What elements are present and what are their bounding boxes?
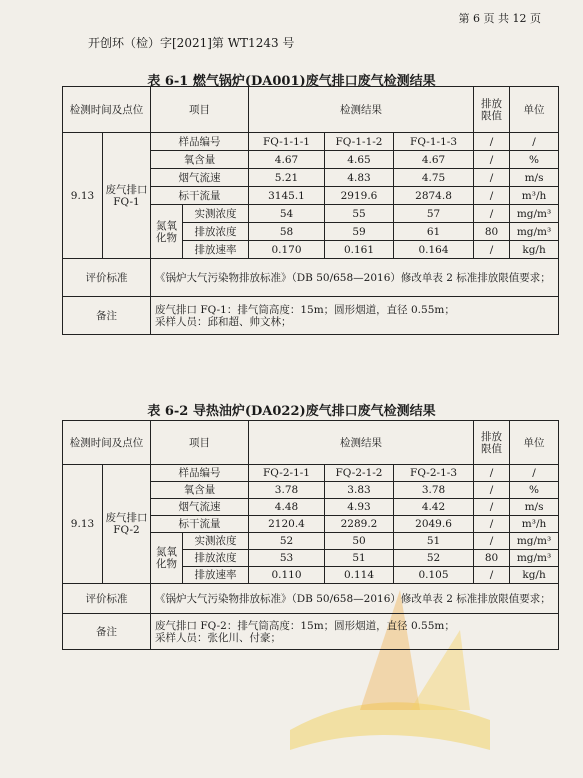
unit-header: 单位 [510,421,559,465]
unit-cell: m³/h [510,516,559,533]
remark-line: 废气排口 FQ-2：排气筒高度：15m；圆形烟道，直径 0.55m； [155,619,455,632]
value-cell: FQ-2-1-1 [249,465,325,482]
value-cell: 2919.6 [325,187,394,205]
results-header: 检测结果 [249,421,474,465]
table1-body [63,133,559,259]
results-header: 检测结果 [249,87,474,133]
remark-line: 采样人员：邱和超、帅文林； [155,315,292,328]
item-cell: 实测浓度 [183,205,249,223]
item-cell: 排放浓度 [183,223,249,241]
value-cell: 2874.8 [394,187,474,205]
value-cell: 2289.2 [325,516,394,533]
value-cell: 55 [325,205,394,223]
value-cell: 3145.1 [249,187,325,205]
value-cell: 0.110 [249,567,325,584]
value-cell: 2049.6 [394,516,474,533]
unit-cell: kg/h [510,567,559,584]
value-cell: FQ-2-1-2 [325,465,394,482]
unit-cell: / [510,465,559,482]
unit-cell: mg/m³ [510,550,559,567]
table2-title: 表 6-2 导热油炉(DA022)废气排口废气检测结果 [147,404,436,419]
nox-cell: 氮氧化物 [151,205,183,259]
time-location-header: 检测时间及点位 [63,87,151,133]
limit-cell: / [474,187,510,205]
document-number: 开创环（检）字[2021]第 WT1243 号 [88,36,295,50]
date-cell: 9.13 [63,133,103,259]
remarks-label: 备注 [63,614,151,650]
unit-cell: m³/h [510,187,559,205]
unit-cell: m/s [510,169,559,187]
remarks-label: 备注 [63,297,151,335]
value-cell: 2120.4 [249,516,325,533]
remark-line: 采样人员：张化川、付豪； [155,631,281,644]
value-cell: 50 [325,533,394,550]
value-cell: FQ-2-1-3 [394,465,474,482]
table1-title: 表 6-1 燃气锅炉(DA001)废气排口废气检测结果 [147,74,436,89]
value-cell: 52 [394,550,474,567]
item-header: 项目 [151,421,249,465]
value-cell: 57 [394,205,474,223]
unit-cell: / [510,133,559,151]
value-cell: 4.83 [325,169,394,187]
item-cell: 排放速率 [183,241,249,259]
limit-cell: / [474,169,510,187]
remarks-text [151,614,559,650]
limit-cell: / [474,516,510,533]
remark-line: 废气排口 FQ-1：排气筒高度：15m；圆形烟道，直径 0.55m； [155,303,455,316]
value-cell: 3.83 [325,482,394,499]
value-cell: 4.42 [394,499,474,516]
limit-cell: / [474,465,510,482]
criteria-label: 评价标准 [63,259,151,297]
time-location-header: 检测时间及点位 [63,421,151,465]
unit-cell: mg/m³ [510,205,559,223]
page-number: 第 6 页 共 12 页 [458,12,541,25]
limit-cell: / [474,482,510,499]
value-cell: 4.75 [394,169,474,187]
item-cell: 氧含量 [151,151,249,169]
item-header: 项目 [151,87,249,133]
value-cell: 4.67 [249,151,325,169]
item-cell: 氧含量 [151,482,249,499]
value-cell: 0.164 [394,241,474,259]
item-cell: 样品编号 [151,465,249,482]
value-cell: 51 [325,550,394,567]
limit-cell: 80 [474,550,510,567]
limit-header: 排放限值 [474,87,510,133]
value-cell: 61 [394,223,474,241]
value-cell: 3.78 [249,482,325,499]
limit-cell: / [474,133,510,151]
nox-cell: 氮氧化物 [151,533,183,584]
item-cell: 标干流量 [151,187,249,205]
limit-cell: / [474,241,510,259]
limit-cell: / [474,567,510,584]
limit-header: 排放限值 [474,421,510,465]
unit-cell: m/s [510,499,559,516]
unit-cell: mg/m³ [510,223,559,241]
value-cell: 58 [249,223,325,241]
table-row [63,465,559,482]
outlet-cell: 废气排口FQ-1 [103,133,151,259]
unit-header: 单位 [510,87,559,133]
limit-cell: / [474,499,510,516]
table1 [62,86,559,335]
value-cell: 4.67 [394,151,474,169]
value-cell: FQ-1-1-1 [249,133,325,151]
value-cell: 3.78 [394,482,474,499]
value-cell: 4.65 [325,151,394,169]
item-cell: 烟气流速 [151,499,249,516]
unit-cell: % [510,482,559,499]
value-cell: 0.105 [394,567,474,584]
table2 [62,420,559,650]
item-cell: 标干流量 [151,516,249,533]
item-cell: 排放浓度 [183,550,249,567]
value-cell: 0.170 [249,241,325,259]
item-cell: 烟气流速 [151,169,249,187]
value-cell: 54 [249,205,325,223]
criteria-label: 评价标准 [63,584,151,614]
value-cell: 59 [325,223,394,241]
unit-cell: kg/h [510,241,559,259]
criteria-text: 《锅炉大气污染物排放标准》（DB 50/658—2016）修改单表 2 标准排放限值要求； [151,584,559,614]
value-cell: FQ-1-1-3 [394,133,474,151]
value-cell: 0.114 [325,567,394,584]
value-cell: 51 [394,533,474,550]
value-cell: 53 [249,550,325,567]
table2-body [63,465,559,584]
value-cell: 5.21 [249,169,325,187]
value-cell: 4.48 [249,499,325,516]
date-cell: 9.13 [63,465,103,584]
limit-cell: / [474,205,510,223]
unit-cell: mg/m³ [510,533,559,550]
value-cell: 4.93 [325,499,394,516]
remarks-text [151,297,559,335]
outlet-cell: 废气排口FQ-2 [103,465,151,584]
value-cell: 0.161 [325,241,394,259]
item-cell: 样品编号 [151,133,249,151]
table-row [63,133,559,151]
item-cell: 实测浓度 [183,533,249,550]
limit-cell: 80 [474,223,510,241]
value-cell: FQ-1-1-2 [325,133,394,151]
limit-cell: / [474,533,510,550]
limit-cell: / [474,151,510,169]
item-cell: 排放速率 [183,567,249,584]
criteria-text: 《锅炉大气污染物排放标准》（DB 50/658—2016）修改单表 2 标准排放限值要求； [151,259,559,297]
value-cell: 52 [249,533,325,550]
unit-cell: % [510,151,559,169]
